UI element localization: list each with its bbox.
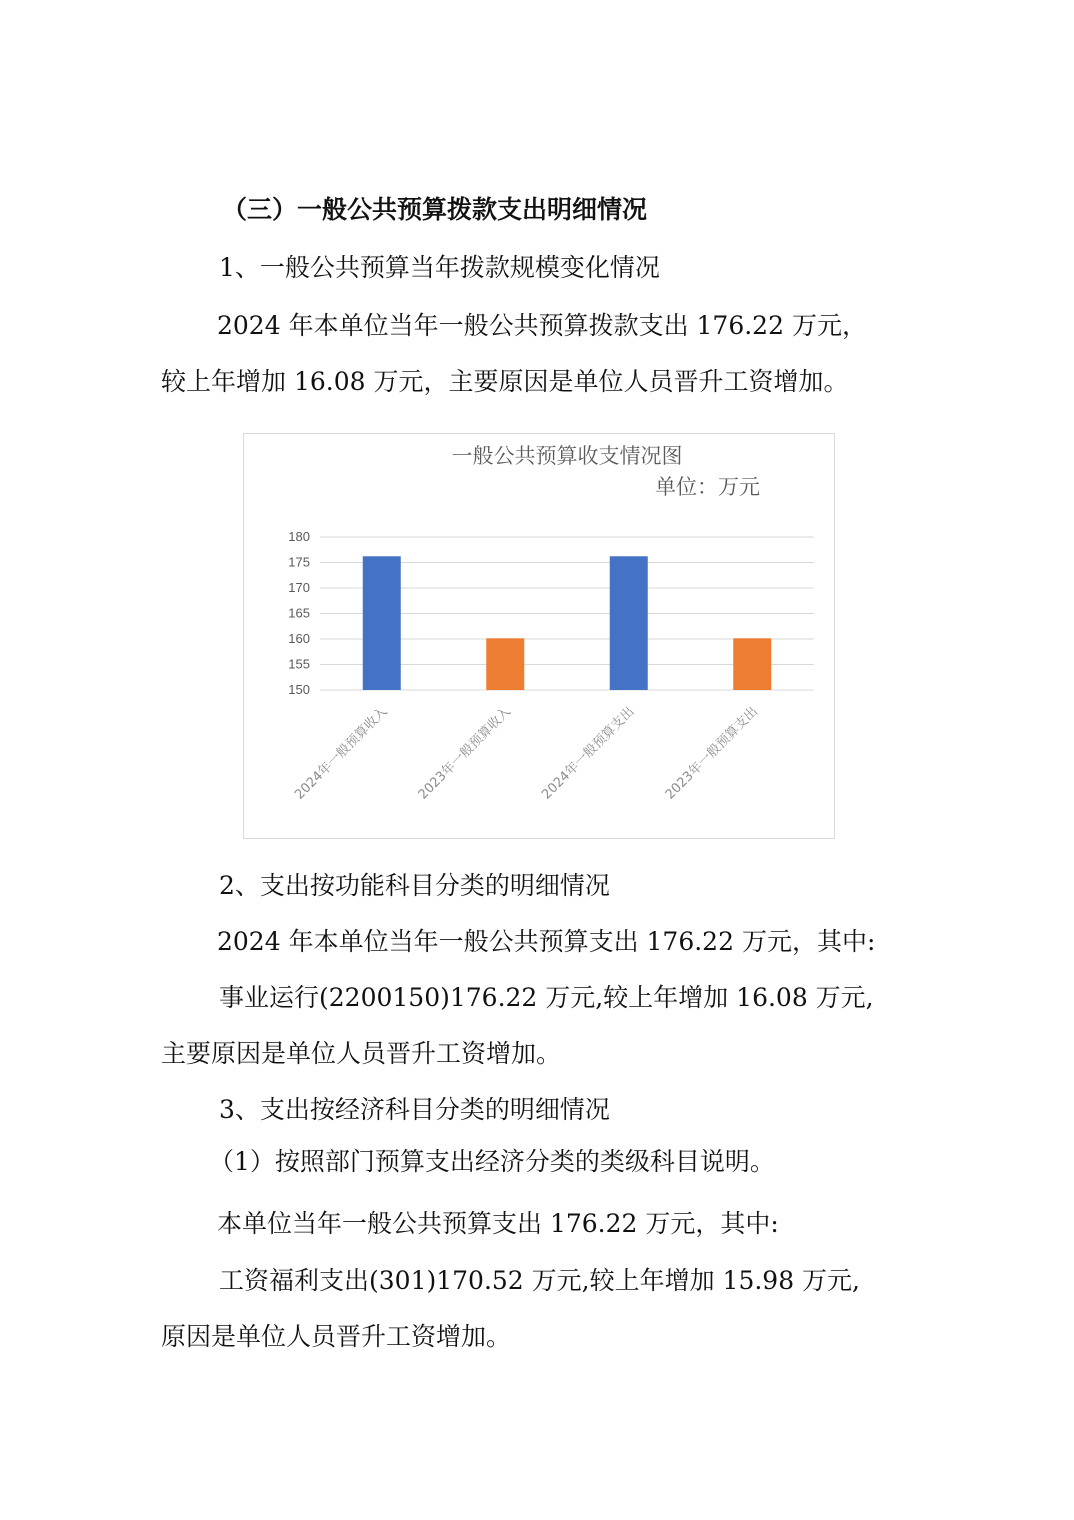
paragraph-1-line-1: 2024 年本单位当年一般公共预算拨款支出 176.22 万元，	[217, 311, 867, 340]
paragraph-3-line-1: 本单位当年一般公共预算支出 176.22 万元，其中:	[217, 1209, 779, 1238]
y-tick-label: 155	[288, 656, 310, 672]
chart-subtitle: 单位：万元	[655, 475, 760, 499]
x-category-label: 2024年一般预算收入	[292, 704, 391, 803]
x-category-label: 2024年一般预算支出	[539, 704, 638, 803]
paragraph-2-line-3: 主要原因是单位人员晋升工资增加。	[161, 1039, 562, 1068]
label-layer	[288, 529, 761, 803]
x-category-label: 2023年一般预算支出	[662, 704, 762, 803]
x-category-label: 2023年一般预算收入	[415, 704, 515, 803]
budget-chart	[243, 433, 835, 839]
y-tick-label: 175	[288, 554, 310, 570]
paragraph-3-item: （1）按照部门预算支出经济分类的类级科目说明。	[209, 1147, 775, 1176]
y-tick-label: 180	[288, 529, 310, 544]
y-tick-label: 150	[288, 682, 310, 697]
y-tick-label: 160	[288, 631, 310, 646]
subsection-1-title: 1、一般公共预算当年拨款规模变化情况	[219, 253, 660, 282]
y-tick-label: 165	[288, 605, 310, 621]
section-title: （三）一般公共预算拨款支出明细情况	[222, 195, 648, 224]
subsection-3-title: 3、支出按经济科目分类的明细情况	[219, 1095, 610, 1124]
bar	[733, 638, 771, 690]
paragraph-1-line-2: 较上年增加 16.08 万元，主要原因是单位人员晋升工资增加。	[161, 367, 849, 396]
paragraph-3-line-2: 工资福利支出(301)170.52 万元,较上年增加 15.98 万元,	[219, 1266, 861, 1295]
paragraph-2-line-2: 事业运行(2200150)176.22 万元,较上年增加 16.08 万元,	[219, 983, 874, 1012]
chart-svg	[244, 434, 836, 840]
paragraph-2-line-1: 2024 年本单位当年一般公共预算支出 176.22 万元，其中:	[217, 927, 876, 956]
chart-title: 一般公共预算收支情况图	[451, 444, 683, 468]
y-tick-label: 170	[288, 580, 310, 595]
bar	[363, 556, 401, 690]
bar	[486, 638, 524, 690]
bar-layer	[363, 556, 772, 690]
paragraph-3-line-3: 原因是单位人员晋升工资增加。	[161, 1322, 512, 1351]
bar	[610, 556, 648, 690]
subsection-2-title: 2、支出按功能科目分类的明细情况	[219, 871, 610, 900]
